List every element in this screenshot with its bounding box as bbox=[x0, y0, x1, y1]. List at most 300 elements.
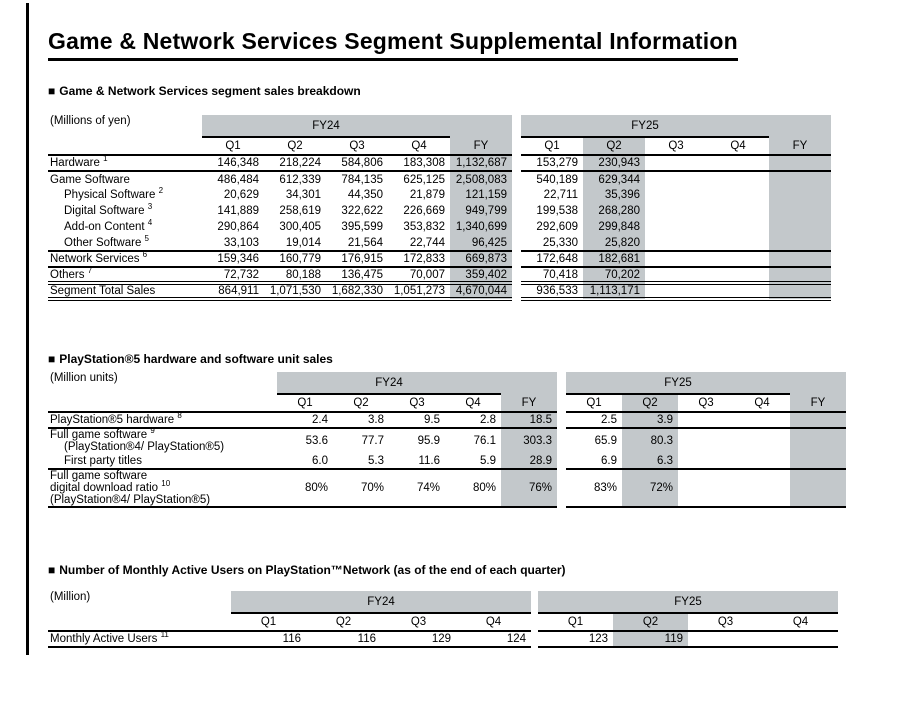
value-cell bbox=[388, 171, 450, 187]
value-text: 258,619 bbox=[279, 205, 321, 217]
value-cell bbox=[645, 251, 707, 267]
value-cell bbox=[326, 267, 388, 283]
value-cell bbox=[583, 171, 645, 187]
value-cell bbox=[645, 203, 707, 219]
value-text: 44,350 bbox=[347, 189, 383, 201]
value-cell bbox=[277, 428, 333, 453]
section-bullet-icon: ■ bbox=[48, 563, 56, 577]
value-text: 172,833 bbox=[403, 253, 445, 265]
value-cell bbox=[707, 203, 769, 219]
footnote-ref: 3 bbox=[147, 202, 153, 212]
quarter-column-header bbox=[622, 394, 678, 412]
value-cell bbox=[769, 171, 831, 187]
column-gap bbox=[512, 115, 521, 155]
value-text: 80% bbox=[304, 482, 328, 494]
value-text: 72% bbox=[649, 482, 673, 494]
quarter-column-header bbox=[763, 613, 838, 631]
value-text: 28.9 bbox=[529, 454, 552, 467]
value-cell bbox=[769, 283, 831, 299]
value-text: 6.9 bbox=[601, 454, 617, 467]
column-gap bbox=[512, 219, 521, 235]
value-cell bbox=[707, 187, 769, 203]
row-label-line bbox=[50, 411, 275, 426]
column-gap bbox=[512, 251, 521, 267]
value-cell bbox=[326, 219, 388, 235]
column-gap bbox=[512, 235, 521, 251]
fiscal-year-label: FY25 bbox=[664, 376, 692, 389]
value-text: 19,014 bbox=[285, 236, 321, 249]
value-cell bbox=[790, 428, 846, 453]
value-text: 159,346 bbox=[217, 253, 259, 265]
value-cell bbox=[501, 453, 557, 469]
value-cell bbox=[202, 283, 264, 299]
value-text: 218,224 bbox=[279, 157, 321, 169]
row-label-text: Monthly Active Users bbox=[50, 633, 158, 645]
column-gap bbox=[557, 428, 566, 453]
value-cell bbox=[678, 469, 734, 507]
value-cell bbox=[583, 203, 645, 219]
column-gap bbox=[531, 591, 538, 631]
value-cell bbox=[521, 267, 583, 283]
value-text: 353,832 bbox=[403, 221, 445, 233]
value-cell bbox=[264, 251, 326, 267]
quarter-column-header bbox=[445, 394, 501, 412]
value-cell bbox=[333, 412, 389, 428]
value-cell bbox=[264, 235, 326, 251]
value-cell bbox=[388, 219, 450, 235]
footnote-ref: 11 bbox=[160, 630, 169, 640]
unit-label-text: (Million) bbox=[50, 591, 91, 603]
value-cell bbox=[388, 235, 450, 251]
footnote-ref: 2 bbox=[158, 186, 164, 196]
value-cell bbox=[622, 453, 678, 469]
value-cell bbox=[450, 219, 512, 235]
value-text: 226,669 bbox=[403, 205, 445, 217]
value-cell bbox=[613, 631, 688, 647]
value-cell bbox=[566, 469, 622, 507]
value-cell bbox=[333, 453, 389, 469]
row-label-line bbox=[50, 455, 275, 467]
row-label-line bbox=[50, 250, 200, 265]
fiscal-year-band bbox=[231, 591, 531, 613]
quarter-header-text: Q1 bbox=[544, 140, 560, 152]
value-cell bbox=[388, 283, 450, 299]
row-label-text: Segment Total Sales bbox=[50, 285, 156, 297]
value-cell bbox=[202, 171, 264, 187]
value-cell bbox=[645, 171, 707, 187]
value-text: 5.3 bbox=[368, 454, 384, 467]
table-row bbox=[48, 187, 831, 203]
value-cell bbox=[622, 469, 678, 507]
value-cell bbox=[521, 219, 583, 235]
section-sales-breakdown bbox=[48, 84, 831, 301]
value-text: 290,864 bbox=[217, 221, 259, 233]
quarter-column-header bbox=[306, 613, 381, 631]
value-text: 359,402 bbox=[465, 268, 507, 281]
quarter-column-header bbox=[538, 613, 613, 631]
table-row bbox=[48, 171, 831, 187]
quarter-header-text: Q1 bbox=[297, 397, 313, 409]
value-text: 6.3 bbox=[657, 454, 673, 467]
unit-label-text: (Million units) bbox=[50, 372, 118, 384]
column-gap bbox=[512, 171, 521, 187]
quarter-header-text: Q4 bbox=[730, 140, 746, 152]
section-unit-sales bbox=[48, 352, 846, 508]
row-label-text: Full game software bbox=[50, 470, 148, 482]
value-text: 2.8 bbox=[480, 414, 496, 426]
unit-label bbox=[48, 372, 277, 412]
row-label-line bbox=[50, 426, 275, 441]
value-cell bbox=[734, 412, 790, 428]
value-cell bbox=[538, 631, 613, 647]
fy-header-text: FY bbox=[810, 397, 826, 409]
value-text: 4,670,044 bbox=[455, 285, 507, 297]
data-table bbox=[48, 372, 846, 508]
quarter-column-header bbox=[388, 137, 450, 155]
value-text: 784,135 bbox=[341, 173, 383, 186]
value-cell bbox=[202, 203, 264, 219]
value-cell bbox=[566, 428, 622, 453]
quarter-column-header bbox=[381, 613, 456, 631]
quarter-header-text: Q3 bbox=[409, 397, 425, 409]
value-text: 303.3 bbox=[523, 435, 552, 447]
row-label-line bbox=[50, 479, 275, 494]
value-text: 612,339 bbox=[279, 173, 321, 186]
quarter-header-text: Q4 bbox=[411, 140, 427, 152]
value-cell bbox=[583, 155, 645, 171]
footnote-ref: 9 bbox=[150, 426, 155, 436]
column-gap bbox=[512, 187, 521, 203]
value-cell bbox=[450, 155, 512, 171]
value-text: 5.9 bbox=[480, 454, 496, 467]
value-cell bbox=[769, 219, 831, 235]
section-heading bbox=[48, 563, 838, 577]
value-text: 95.9 bbox=[417, 435, 440, 447]
table-row bbox=[48, 267, 831, 283]
value-cell bbox=[645, 235, 707, 251]
value-cell bbox=[501, 412, 557, 428]
value-cell bbox=[769, 187, 831, 203]
row-label bbox=[48, 428, 277, 453]
fiscal-year-label: FY24 bbox=[312, 119, 340, 132]
table-header-row bbox=[48, 372, 846, 394]
value-cell bbox=[622, 412, 678, 428]
value-text: 22,711 bbox=[543, 189, 578, 201]
row-label bbox=[48, 267, 202, 283]
quarter-header-text: Q1 bbox=[567, 616, 584, 628]
fiscal-year-band bbox=[521, 115, 769, 137]
page-title: Game & Network Services Segment Supplemental Information bbox=[48, 28, 738, 61]
value-cell bbox=[734, 428, 790, 453]
column-gap bbox=[557, 453, 566, 469]
quarter-column-header bbox=[734, 394, 790, 412]
row-label-text: Digital Software bbox=[64, 205, 145, 217]
row-label-line bbox=[50, 441, 275, 453]
quarter-column-header bbox=[333, 394, 389, 412]
footnote-ref: 10 bbox=[161, 479, 171, 489]
value-cell bbox=[622, 428, 678, 453]
quarter-column-header bbox=[645, 137, 707, 155]
value-cell bbox=[521, 187, 583, 203]
value-cell bbox=[707, 171, 769, 187]
value-cell bbox=[326, 251, 388, 267]
footnote-ref: 4 bbox=[147, 218, 153, 228]
value-cell bbox=[277, 453, 333, 469]
table-row bbox=[48, 235, 831, 251]
quarter-header-text: Q2 bbox=[642, 397, 658, 409]
value-cell bbox=[763, 631, 838, 647]
value-cell bbox=[202, 267, 264, 283]
value-cell bbox=[326, 187, 388, 203]
row-label bbox=[48, 235, 202, 251]
value-cell bbox=[521, 283, 583, 299]
value-cell bbox=[769, 251, 831, 267]
value-text: 669,873 bbox=[465, 253, 507, 265]
row-label-line bbox=[50, 494, 275, 506]
value-cell bbox=[678, 453, 734, 469]
value-cell bbox=[388, 251, 450, 267]
value-cell bbox=[583, 187, 645, 203]
value-text: 625,125 bbox=[403, 173, 445, 186]
quarter-header-text: Q3 bbox=[410, 616, 427, 628]
fiscal-year-band bbox=[566, 372, 790, 394]
value-text: 183,308 bbox=[403, 157, 445, 169]
value-text: 300,405 bbox=[279, 221, 321, 233]
row-label-line bbox=[50, 265, 200, 281]
footnote-ref: 1 bbox=[103, 154, 108, 164]
table-row bbox=[48, 453, 846, 469]
table-row bbox=[48, 203, 831, 219]
value-text: 11.6 bbox=[418, 454, 440, 467]
table-row bbox=[48, 412, 846, 428]
value-text: 70,418 bbox=[542, 268, 578, 281]
value-cell bbox=[734, 469, 790, 507]
fiscal-year-band bbox=[538, 591, 838, 613]
value-cell bbox=[769, 267, 831, 283]
value-cell bbox=[583, 283, 645, 299]
value-cell bbox=[583, 267, 645, 283]
value-text: 65.9 bbox=[594, 435, 617, 447]
value-cell bbox=[583, 235, 645, 251]
value-cell bbox=[306, 631, 381, 647]
value-text: 21,564 bbox=[347, 236, 383, 249]
fy-column-header bbox=[450, 115, 512, 155]
section-heading-text: PlayStation®5 hardware and software unit sales bbox=[59, 352, 333, 366]
value-cell bbox=[583, 219, 645, 235]
quarter-column-header bbox=[326, 137, 388, 155]
value-cell bbox=[790, 469, 846, 507]
quarter-column-header bbox=[202, 137, 264, 155]
value-cell bbox=[326, 283, 388, 299]
unit-label bbox=[48, 591, 231, 631]
value-cell bbox=[583, 251, 645, 267]
value-text: 486,484 bbox=[217, 173, 259, 186]
value-cell bbox=[645, 267, 707, 283]
value-cell bbox=[707, 155, 769, 171]
value-cell bbox=[645, 283, 707, 299]
value-text: 116 bbox=[357, 633, 376, 645]
table-row bbox=[48, 283, 831, 299]
quarter-header-text: Q2 bbox=[642, 616, 659, 628]
fy-column-header bbox=[769, 115, 831, 155]
row-label-line bbox=[50, 233, 200, 249]
quarter-header-text: Q3 bbox=[349, 140, 365, 152]
value-cell bbox=[707, 219, 769, 235]
row-label bbox=[48, 412, 277, 428]
column-gap bbox=[512, 283, 521, 299]
value-text: 34,301 bbox=[285, 189, 321, 201]
value-text: 70% bbox=[360, 482, 384, 494]
quarter-column-header bbox=[521, 137, 583, 155]
value-cell bbox=[521, 171, 583, 187]
quarter-header-text: Q4 bbox=[485, 616, 502, 628]
row-label-text: Add-on Content bbox=[64, 221, 145, 233]
value-cell bbox=[264, 219, 326, 235]
unit-sales-table-container bbox=[48, 372, 846, 508]
value-text: 1,340,699 bbox=[455, 221, 507, 233]
value-cell bbox=[501, 469, 557, 507]
value-text: 3.8 bbox=[368, 414, 384, 426]
row-label bbox=[48, 453, 277, 469]
footnote-ref: 8 bbox=[177, 411, 182, 421]
quarter-header-text: Q3 bbox=[668, 140, 684, 152]
row-label-line bbox=[50, 202, 200, 217]
row-label-text: Other Software bbox=[64, 236, 142, 249]
quarter-header-text: Q1 bbox=[225, 140, 241, 152]
value-text: 25,330 bbox=[542, 236, 578, 249]
value-text: 76.1 bbox=[473, 435, 496, 447]
value-cell bbox=[264, 155, 326, 171]
value-cell bbox=[450, 251, 512, 267]
section-heading-text: Number of Monthly Active Users on PlayStation™Network (as of the end of each quarter) bbox=[59, 563, 566, 577]
value-cell bbox=[521, 251, 583, 267]
value-text: 172,648 bbox=[536, 253, 578, 265]
row-label bbox=[48, 203, 202, 219]
value-text: 146,348 bbox=[217, 157, 259, 169]
table-row bbox=[48, 469, 846, 507]
value-cell bbox=[450, 235, 512, 251]
value-cell bbox=[645, 219, 707, 235]
row-label bbox=[48, 187, 202, 203]
row-label-text: (PlayStation®4/ PlayStation®5) bbox=[64, 441, 225, 453]
value-text: 53.6 bbox=[305, 435, 328, 447]
row-label-line bbox=[50, 630, 229, 645]
value-text: 160,779 bbox=[279, 253, 321, 265]
row-label-text: First party titles bbox=[64, 454, 142, 467]
fy-header-text: FY bbox=[473, 140, 489, 152]
value-text: 124 bbox=[506, 633, 526, 645]
quarter-column-header bbox=[688, 613, 763, 631]
value-cell bbox=[707, 267, 769, 283]
value-cell bbox=[734, 453, 790, 469]
value-cell bbox=[707, 251, 769, 267]
value-cell bbox=[678, 412, 734, 428]
value-text: 80.3 bbox=[650, 435, 673, 447]
value-cell bbox=[445, 412, 501, 428]
table-row bbox=[48, 428, 846, 453]
value-cell bbox=[202, 187, 264, 203]
column-gap bbox=[512, 203, 521, 219]
value-text: 83% bbox=[593, 482, 617, 494]
fiscal-year-label: FY25 bbox=[631, 119, 659, 132]
value-text: 9.5 bbox=[424, 414, 440, 426]
value-cell bbox=[202, 219, 264, 235]
value-text: 6.0 bbox=[312, 454, 328, 467]
value-cell bbox=[388, 155, 450, 171]
value-cell bbox=[202, 235, 264, 251]
quarter-column-header bbox=[707, 137, 769, 155]
value-cell bbox=[333, 469, 389, 507]
section-monthly-active-users bbox=[48, 563, 838, 648]
row-label-line bbox=[50, 186, 200, 201]
value-cell bbox=[389, 453, 445, 469]
row-label bbox=[48, 155, 202, 171]
table-header-row bbox=[48, 591, 838, 613]
value-text: 949,799 bbox=[465, 205, 507, 217]
quarter-column-header bbox=[231, 613, 306, 631]
value-text: 80,188 bbox=[285, 268, 321, 281]
value-text: 3.9 bbox=[657, 414, 673, 426]
row-label-line bbox=[50, 218, 200, 233]
row-label-line bbox=[50, 174, 200, 186]
value-text: 96,425 bbox=[471, 236, 507, 249]
value-text: 199,538 bbox=[536, 205, 578, 217]
value-cell bbox=[450, 171, 512, 187]
value-text: 1,132,687 bbox=[455, 157, 507, 169]
value-cell bbox=[769, 235, 831, 251]
row-label-line bbox=[50, 154, 200, 169]
fiscal-year-band bbox=[277, 372, 501, 394]
value-cell bbox=[381, 631, 456, 647]
value-cell bbox=[707, 235, 769, 251]
value-cell bbox=[769, 203, 831, 219]
value-text: 77.7 bbox=[361, 435, 384, 447]
value-cell bbox=[264, 267, 326, 283]
row-label-text: Full game software bbox=[50, 429, 148, 441]
footnote-ref: 5 bbox=[144, 233, 149, 243]
fy-header-text: FY bbox=[521, 397, 537, 409]
row-label bbox=[48, 219, 202, 235]
value-cell bbox=[707, 283, 769, 299]
value-text: 70,202 bbox=[604, 268, 640, 281]
value-text: 540,189 bbox=[536, 173, 578, 186]
mau-table-container bbox=[48, 591, 838, 648]
fy-column-header bbox=[790, 372, 846, 412]
quarter-header-text: Q2 bbox=[606, 140, 622, 152]
value-cell bbox=[456, 631, 531, 647]
row-label-text: (PlayStation®4/ PlayStation®5) bbox=[50, 494, 211, 506]
row-label bbox=[48, 631, 231, 647]
value-cell bbox=[678, 428, 734, 453]
column-gap bbox=[557, 412, 566, 428]
fiscal-year-label: FY24 bbox=[375, 376, 403, 389]
value-cell bbox=[450, 283, 512, 299]
value-cell bbox=[566, 412, 622, 428]
value-cell bbox=[389, 469, 445, 507]
value-text: 80% bbox=[472, 482, 496, 494]
quarter-column-header bbox=[566, 394, 622, 412]
row-label-text: Hardware bbox=[50, 157, 100, 169]
value-cell bbox=[231, 631, 306, 647]
value-text: 1,113,171 bbox=[589, 285, 640, 297]
value-text: 2.4 bbox=[312, 414, 328, 426]
section-heading bbox=[48, 84, 831, 98]
value-cell bbox=[790, 412, 846, 428]
column-gap bbox=[531, 631, 538, 647]
section-bullet-icon: ■ bbox=[48, 352, 56, 366]
value-text: 70,007 bbox=[409, 268, 445, 281]
value-text: 182,681 bbox=[598, 253, 640, 265]
